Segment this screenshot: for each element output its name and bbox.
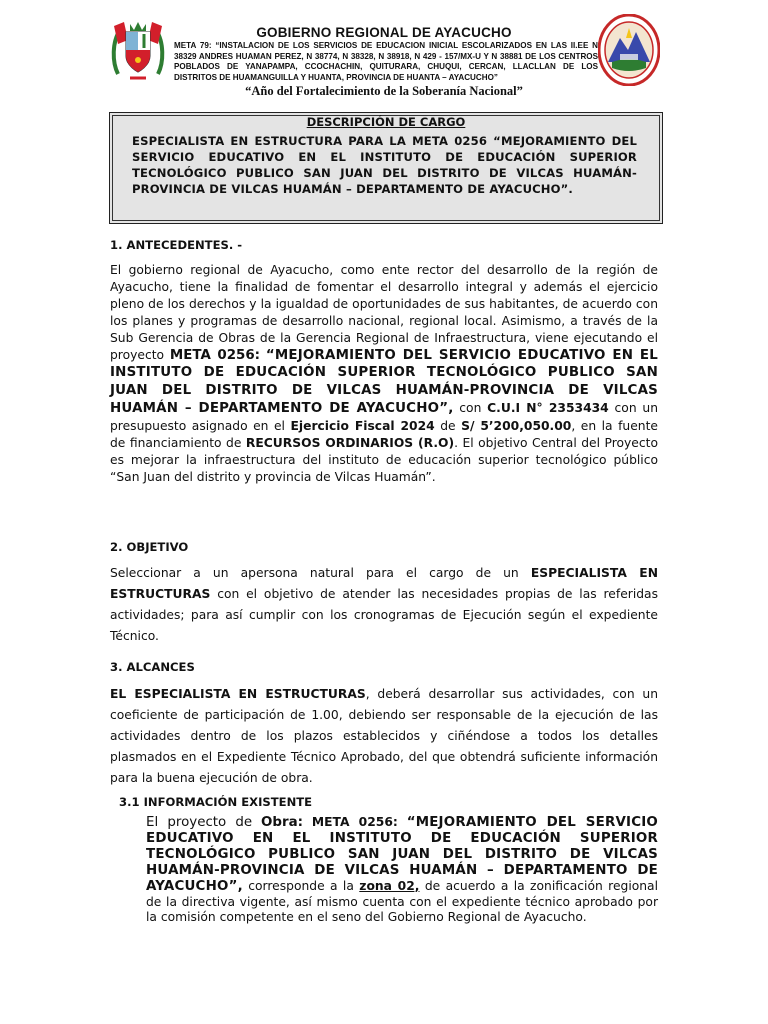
zone-description-text: de acuerdo a la zonificación regional de la directiva vigente, así mismo cuenta con el expediente técnico aprobado por la comisión competente en el seno del Gobierno Regional de Ayacucho.: [146, 878, 659, 925]
funding-source: RECURSOS ORDINARIOS (R.O): [245, 436, 455, 451]
obra-label: Obra:: [261, 815, 304, 830]
project-name: “MEJORAMIENTO DEL SERVICIO EDUCATIVO EN EL INSTITUTO DE EDUCACIÓN SUPERIOR TECNOLÓGICO PUBLICO SAN JUAN DEL DISTRITO DE VILCAS HUAMÁN-PROVINCIA DE VILCAS HUAMÁN – DEPARTAMENTO DE AYACUCHO”,: [146, 815, 659, 894]
fiscal-year: Ejercicio Fiscal 2024: [290, 419, 435, 434]
job-description-heading: DESCRIPCIÓN DE CARGO: [306, 115, 466, 129]
project-intro-text: El proyecto de: [146, 815, 253, 830]
header-meta-description: META 79: “INSTALACION DE LOS SERVICIOS DE EDUCACION INICIAL ESCOLARIZADOS EN LAS II.EE N 38329 ANDRES HUAMAN PEREZ, N 38774, N 38328, N 38918, N 429 - 157/MX-U Y N 38881 DE LOS CENTROS POBLADOS DE YANAPAMPA, CCOCHACHIN, QUITURARA, CHUQUI, CERCAN, LLACLLAN DE LOS DISTRITOS DE HUAMANGUILLA Y HUANTA, PROVINCIA DE HUANTA – AYACUCHO”: [174, 41, 598, 83]
budget-text: con un presupuesto asignado en el: [110, 401, 658, 434]
meta-number: META 0256:: [169, 347, 261, 363]
section-2-paragraph: [110, 563, 658, 647]
project-name: “MEJORAMIENTO DEL SERVICIO EDUCATIVO EN EL INSTITUTO DE EDUCACIÓN SUPERIOR TECNOLÓGICO PUBLICO SAN JUAN DEL DISTRITO DE VILCAS HUAMÁN-PROVINCIA DE VILCAS HUAMÁN – DEPARTAMENTO DE AYACUCHO”,: [110, 347, 658, 417]
scope-text: , deberá desarrollar sus actividades, con un coeficiente de participación de 1.00, debiendo ser responsable de la ejecución de las actividades dentro de los plazos establecidos y ciñéndose a todos los detalles plasmados en el Expediente Técnico Aprobado, del que obtendrá suficiente información para la buena ejecución de obra.: [110, 687, 658, 785]
objective-intro-text: Seleccionar a un apersona natural para el cargo de un: [110, 566, 519, 580]
job-description-box: [109, 112, 663, 224]
position-title: EL ESPECIALISTA EN ESTRUCTURAS: [110, 687, 366, 701]
meta-number: META 0256:: [311, 815, 398, 829]
section-3-1-heading: 3.1 INFORMACIÓN EXISTENTE: [119, 795, 313, 809]
section-3-1-paragraph: [146, 815, 658, 926]
budget-amount: S/ 5’200,050.00: [461, 419, 572, 434]
section-3-heading: 3. ALCANCES: [110, 660, 195, 674]
section-1-paragraph: [110, 262, 658, 486]
antecedentes-text: El gobierno regional de Ayacucho, como ente rector del desarrollo de la región de Ayacucho, tiene la finalidad de fomentar el desarrollo integral y además el ejercicio pleno de los derechos y la igualdad de oportunidades de sus habitantes, de acuerdo con los planes y programas de desarrollo nacional, regional local. Asimismo, a través de la Sub Gerencia de Obras de la Gerencia Regional de Infraestructura, viene ejecutando el proyecto: [110, 263, 658, 362]
header-year-slogan: “Año del Fortalecimiento de la Soberanía Nacional”: [245, 84, 523, 98]
funding-source-text: , en la fuente de financiamiento de: [110, 419, 658, 451]
job-description-text: ESPECIALISTA EN ESTRUCTURA PARA LA META 0256 “MEJORAMIENTO DEL SERVICIO EDUCATIVO EN EL INSTITUTO DE EDUCACIÓN SUPERIOR TECNOLÓGICO PUBLICO SAN JUAN DEL DISTRITO DE VILCAS HUAMÁN-PROVINCIA DE VILCAS HUAMÁN – DEPARTAMENTO DE AYACUCHO”.: [132, 134, 637, 196]
zone-value: zona 02,: [359, 878, 420, 893]
position-title: ESPECIALISTA EN ESTRUCTURAS: [110, 566, 658, 601]
gobierno-regional-ayacucho-logo: [598, 14, 660, 86]
cui-code: C.U.I N° 2353434: [487, 401, 609, 416]
header-title: GOBIERNO REGIONAL DE AYACUCHO: [256, 25, 512, 40]
section-2-heading: 2. OBJETIVO: [110, 540, 189, 554]
peru-coat-of-arms-logo: [110, 18, 166, 82]
connector-text: de: [440, 419, 456, 434]
objective-text: . El objetivo Central del Proyecto es mejorar la infraestructura del instituto de educación superior tecnológico público “San Juan del distrito y provincia de Vilcas Huamán”.: [110, 436, 658, 484]
connector-text: con: [459, 401, 482, 416]
section-3-paragraph: [110, 684, 658, 789]
section-1-heading: 1. ANTECEDENTES. -: [110, 238, 243, 252]
zone-intro-text: corresponde a la: [248, 878, 354, 893]
objective-body-text: con el objetivo de atender las necesidades propias de las referidas actividades; para así cumplir con los cronogramas de Ejecución según el expediente Técnico.: [110, 587, 658, 643]
